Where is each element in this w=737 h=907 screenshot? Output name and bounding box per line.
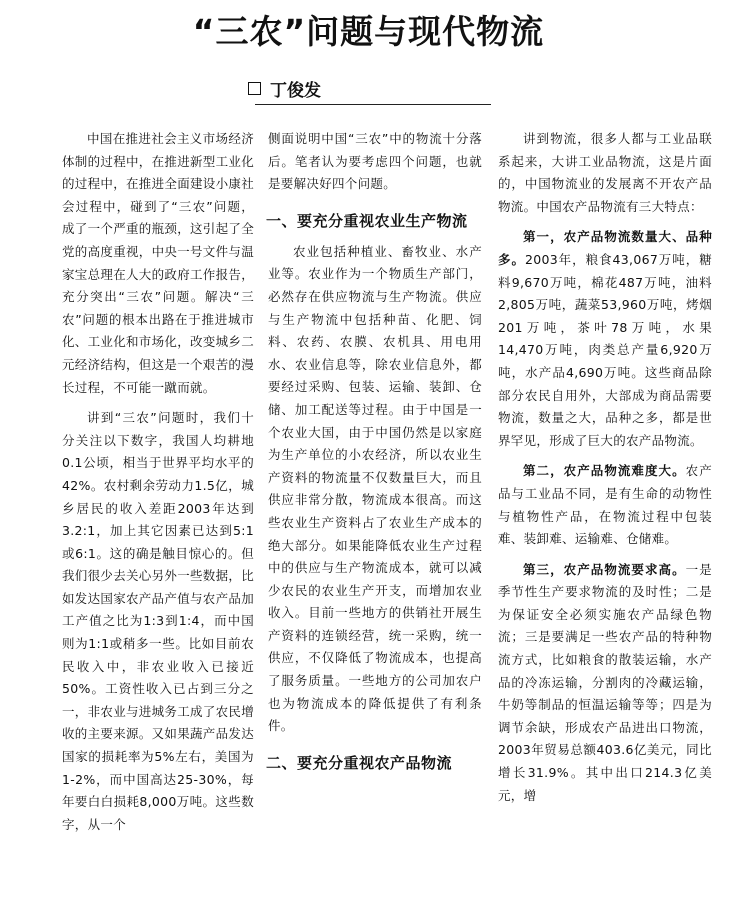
paragraph-lead: 第二，农产品物流难度大。 [523, 463, 686, 479]
checkbox-square-icon [248, 82, 261, 95]
paragraph: 侧面说明中国“三农”中的物流十分落后。笔者认为要考虑四个问题，也就是要解决好四个问题。 [268, 131, 482, 192]
paragraph: 讲到“三农”问题时，我们十分关注以下数字，我国人均耕地0.1公顷，相当于世界平均水平的42%。农村剩余劳动力1.5亿，城乡居民的收入差距2003年达到3.2:1，加上其它因素已达到5:1或6:1。这的确是触目惊心的。但我们很少去关心另外一些数据，比如发达国家农产品产值与农产品加工产值之比为1:3到1:4，而中国则为1:1或稍多一些。比如目前农民收入中，非农业收入已接近50%。工资性收入已占到三分之一，非农业与进城务工成了农民增收的主要来源。又如果蔬产品发达国家的损耗率为5%左右，美国为1-2%，而中国高达25-30%，每年要白白损耗8,000万吨。这些数字，从一个 [62, 410, 255, 832]
paragraph-body: 农产品与工业品不同，是有生命的动物性与植物性产品，在物流过程中包装难、装卸难、运输难、仓储难。 [498, 463, 712, 547]
paragraph-lead: 第三，农产品物流要求高。 [523, 561, 686, 577]
text-column-3 [498, 128, 712, 815]
text-column-1 [62, 128, 254, 844]
author-line [248, 76, 321, 101]
text-column-2 [268, 128, 482, 783]
section-heading-2: 二、要充分重视农产品物流 [266, 753, 453, 772]
paragraph [498, 460, 712, 550]
article-title: “三农”问题与现代物流 [192, 12, 545, 51]
author-underline [255, 104, 491, 105]
paragraph-body: 2003年，粮食43,067万吨，糖料9,670万吨，棉花487万吨，油料2,805万吨，蔬菜53,960万吨，烤烟201万吨，茶叶78万吨，水果14,470万吨，肉类总产量6,920万吨，水产品4,690万吨。这些商品除部分农民自用外，大部成为商品需要物流，数量之大，品种之多，都是世界罕见，形成了巨大的农产品物流。 [498, 251, 712, 448]
paragraph [498, 559, 712, 808]
paragraph-lead: 第一，农产品物流数量大、品种多。 [498, 229, 712, 267]
paragraph: 中国在推进社会主义市场经济体制的过程中，在推进新型工业化的过程中，在推进全面建设小康社会过程中，碰到了“三农”问题，成了一个严重的瓶颈，这引起了全党的高度重视，中央一号文件与温家宝总理在人大的政府工作报告，充分突出“三农”问题。解决“三农”问题的根本出路在于推进城市化、工业化和市场化，改变城乡二元经济结构，但这是一个艰苦的漫长过程，不可能一蹴而就。 [62, 131, 255, 395]
paragraph [498, 226, 712, 452]
author-name: 丁俊发 [270, 81, 321, 101]
paragraph: 农业包括种植业、畜牧业、水产业等。农业作为一个物质生产部门，必然存在供应物流与生产物流。供应与生产物流中包括种苗、化肥、饲料、农药、农膜、农机具、用电用水、农业信息等，除农业信息外，都要经过采购、包装、运输、装卸、仓储、加工配送等过程。由于中国是一个农业大国，由于中国仍然是以家庭为生产单位的小农经济，所以农业生产资料的物流量不仅数量巨大，而且供应非常分散，物流成本很高。而这些农业生产资料占了农业生产成本的绝大部分。如果能降低农业生产过程中的供应与生产物流成本，就可以减少农民的农业生产开支，而增加农业收入。目前一些地方的供销社开展生产资料的连锁经营，统一采购，统一供应，不仅降低了物流成本，也提高了服务质量。一些地方的公司加农户也为物流成本的降低提供了有利条件。 [268, 243, 482, 734]
paragraph: 讲到物流，很多人都与工业品联系起来，大讲工业品物流，这是片面的，中国物流业的发展离不开农产品物流。中国农产品物流有三大特点： [498, 131, 712, 214]
section-heading-1: 一、要充分重视农业生产物流 [266, 211, 468, 230]
paragraph-body: 一是季节性生产要求物流的及时性；二是为保证安全必须实施农产品绿色物流；三是要满足一些农产品的特种物流方式，比如粮食的散装运输，水产品的冷冻运输，分割肉的冷藏运输，牛奶等制品的恒温运输等等；四是为调节余缺，形成农产品进出口物流，2003年贸易总额403.6亿美元，同比增长31.9%。其中出口214.3亿美元，增 [498, 561, 712, 803]
